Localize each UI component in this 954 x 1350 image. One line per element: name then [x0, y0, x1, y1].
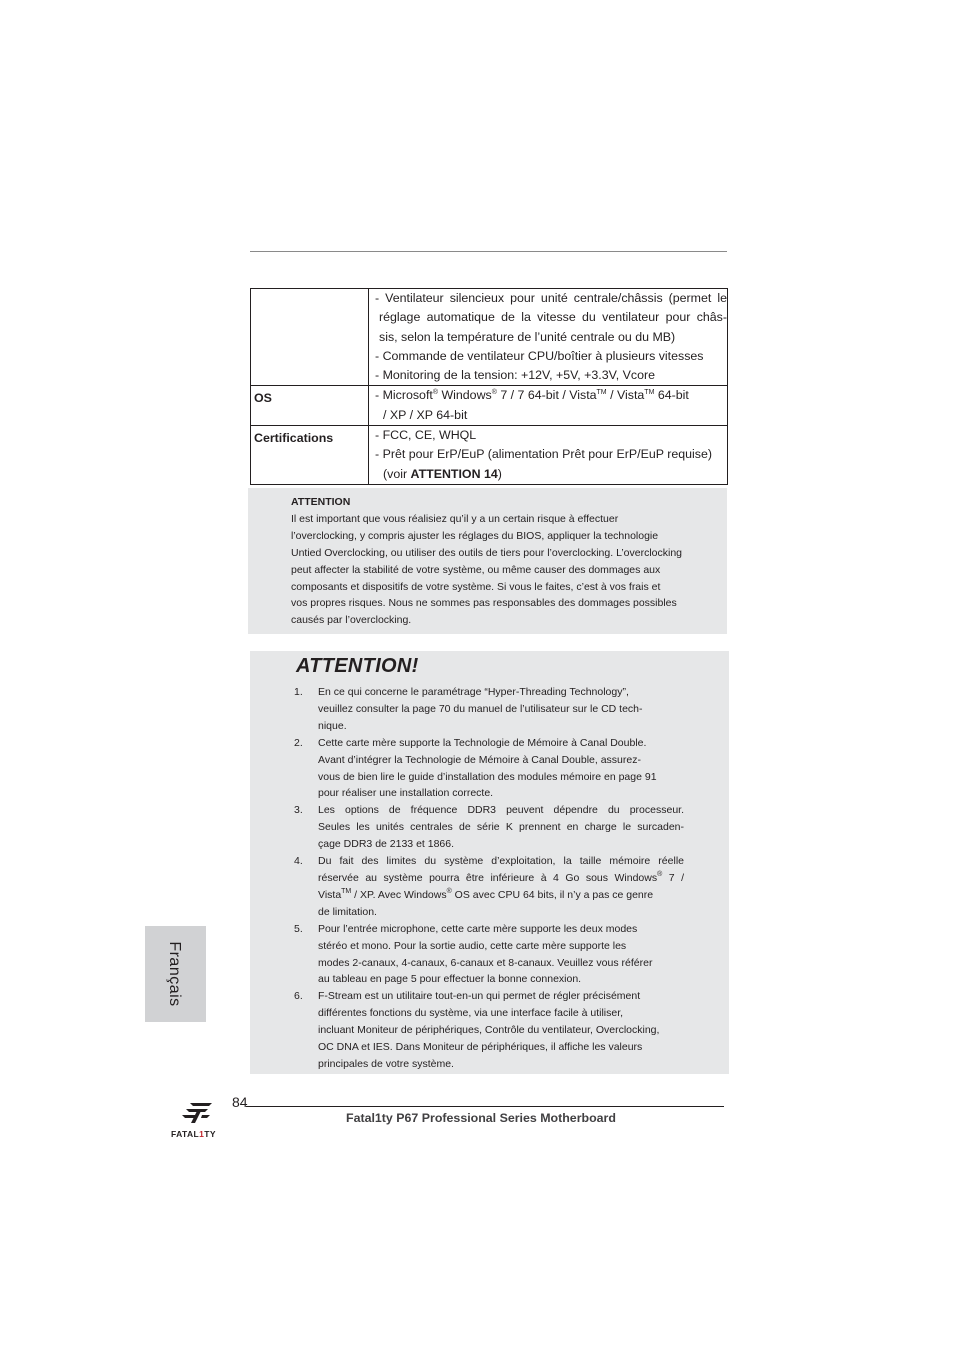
item-line [318, 870, 684, 887]
top-rule [250, 251, 727, 252]
trademark-mark: TM [596, 389, 607, 397]
spec-line: sis, selon la température de l’unité centrale ou du MB) [379, 329, 676, 344]
item-line: incluant Moniteur de périphériques, Contrôle du ventilateur, Overclocking, [318, 1024, 660, 1037]
item-line: OC DNA et IES. Dans Moniteur de périphériques, il affiche les valeurs [318, 1041, 643, 1054]
item-text: Vista [318, 888, 342, 901]
item-line: différentes fonctions du système, via une interface facile à utiliser, [318, 1007, 624, 1020]
item-number: 1. [294, 686, 303, 698]
item-text: 7 / [662, 871, 684, 884]
attention-note-title: ATTENTION [291, 496, 351, 508]
attention-item [294, 684, 684, 735]
item-line: au tableau en page 5 pour effectuer la bonne connexion. [318, 973, 582, 986]
attention-item [294, 802, 684, 853]
item-line: Les options de fréquence DDR3 peuvent dépendre du processeur. [318, 804, 684, 817]
language-tab [145, 926, 206, 1022]
item-line: Seules les unités centrales de série K prennent en charge le surcaden- [318, 821, 684, 834]
os-text: / Vista [606, 388, 645, 403]
registered-mark: ® [446, 887, 452, 895]
footer-rule [246, 1106, 724, 1107]
spec-line-os-1 [375, 386, 727, 405]
item-text: / XP. Avec Windows [351, 888, 447, 901]
registered-mark: ® [657, 870, 663, 878]
item-line: de limitation. [318, 905, 377, 918]
language-tab-label: Français [166, 941, 183, 1007]
registered-mark: ® [432, 389, 438, 397]
attention-note-line: l’overclocking, y compris ajuster les réglages du BIOS, appliquer la technologie [291, 529, 659, 542]
item-line: Du fait des limites du système d’exploitation, la taille mémoire réelle [318, 855, 684, 868]
voir-text: (voir [383, 466, 411, 481]
trademark-mark: TM [341, 887, 352, 895]
attention-item [294, 921, 684, 989]
spec-line: - Monitoring de la tension: +12V, +5V, +3.3V, Vcore [375, 368, 656, 383]
item-line: principales de votre système. [318, 1057, 454, 1070]
item-number: 5. [294, 922, 303, 935]
svg-text:FATAL1TY: FATAL1TY [171, 1129, 216, 1139]
item-line: En ce qui concerne le paramétrage “Hyper-Threading Technology”, [318, 686, 629, 698]
item-line: Avant d’intégrer la Technologie de Mémoire à Canal Double, assurez- [318, 753, 641, 766]
item-line: çage DDR3 de 2133 et 1866. [318, 838, 455, 851]
footer-title: Fatal1ty P67 Professional Series Motherboard [346, 1111, 616, 1125]
voir-text: ) [497, 466, 502, 481]
spec-line-voir [375, 465, 727, 484]
item-text: OS avec CPU 64 bits, il n’y a pas ce genre [451, 888, 654, 901]
attention-note-box [248, 488, 727, 634]
item-line: F-Stream est un utilitaire tout-en-un qui permet de régler précisément [318, 990, 641, 1003]
spec-line: - Prêt pour ErP/EuP (alimentation Prêt pour ErP/EuP requise) [375, 447, 713, 462]
spec-value [369, 289, 727, 385]
item-line: Pour l’entrée microphone, cette carte mère supporte les deux modes [318, 922, 638, 935]
item-line: pour réaliser une installation correcte. [318, 787, 494, 800]
spec-table [250, 288, 728, 485]
spec-row-certifications [251, 425, 727, 484]
attention-list [294, 684, 684, 1073]
spec-value-os [369, 386, 727, 425]
trademark-mark: TM [644, 389, 655, 397]
attention-note-line: Untied Overclocking, ou utiliser des outils de tiers pour l’overclocking. L’overclocking [291, 546, 683, 559]
spec-line: - Ventilateur silencieux pour unité centrale/châssis (permet le [375, 291, 727, 305]
item-number: 3. [294, 804, 303, 817]
attention-note-line: vos propres risques. Nous ne sommes pas responsables des dommages possibles [291, 597, 677, 610]
item-line: nique. [318, 719, 347, 732]
item-text: réservée au système pourra être inférieure à 4 Go sous Windows [318, 871, 658, 884]
attention-item [294, 735, 684, 803]
voir-reference: ATTENTION 14 [410, 466, 498, 481]
spec-row-hardware-monitor [251, 289, 727, 385]
spec-line: - Commande de ventilateur CPU/boîtier à plusieurs vitesses [375, 348, 704, 363]
spec-value-certifications [369, 426, 727, 484]
attention-note-content [291, 494, 716, 629]
attention-title: ATTENTION! [296, 655, 419, 677]
spec-line: - FCC, CE, WHQL [375, 428, 477, 443]
item-line [318, 887, 684, 904]
os-text: - Microsoft [375, 388, 433, 403]
item-line: modes 2-canaux, 4-canaux, 6-canaux et 8-canaux. Veuillez vous référer [318, 956, 653, 969]
attention-item [294, 853, 684, 921]
item-number: 6. [294, 990, 303, 1003]
attention-note-line: composants et dispositifs de votre système. Si vous le faites, c’est à vos frais et [291, 580, 661, 593]
item-line: stéréo et mono. Pour la sortie audio, cette carte mère supporte les [318, 939, 627, 952]
fatal1ty-logo-icon [168, 1100, 230, 1142]
spec-label [251, 289, 369, 385]
attention-note-line: peut affecter la stabilité de votre système, ou même causer des dommages aux [291, 563, 661, 576]
attention-list-box [250, 651, 729, 1074]
os-text: 7 / 7 64-bit / Vista [496, 388, 597, 403]
item-number: 2. [294, 736, 303, 749]
item-number: 4. [294, 855, 303, 868]
os-text: Windows [438, 388, 492, 403]
registered-mark: ® [491, 389, 497, 397]
spec-label-certifications: Certifications [251, 426, 369, 484]
item-line: Cette carte mère supporte la Technologie de Mémoire à Canal Double. [318, 736, 647, 749]
page-number: 84 [232, 1094, 248, 1110]
attention-note-line: Il est important que vous réalisiez qu’il y a un certain risque à effectuer [291, 512, 619, 525]
attention-item [294, 988, 684, 1073]
spec-label-os: OS [251, 386, 369, 425]
spec-line: réglage automatique de la vitesse du ventilateur pour châs- [379, 310, 727, 325]
spec-line-os-2: / XP / XP 64-bit [383, 407, 468, 422]
item-line: veuillez consulter la page 70 du manuel de l’utilisateur sur le CD tech- [318, 702, 643, 715]
attention-note-line: causés par l’overclocking. [291, 614, 412, 627]
item-line: vous de bien lire le guide d’installation des modules mémoire en page 91 [318, 770, 657, 783]
spec-row-os [251, 385, 727, 425]
os-text: 64-bit [654, 388, 689, 403]
